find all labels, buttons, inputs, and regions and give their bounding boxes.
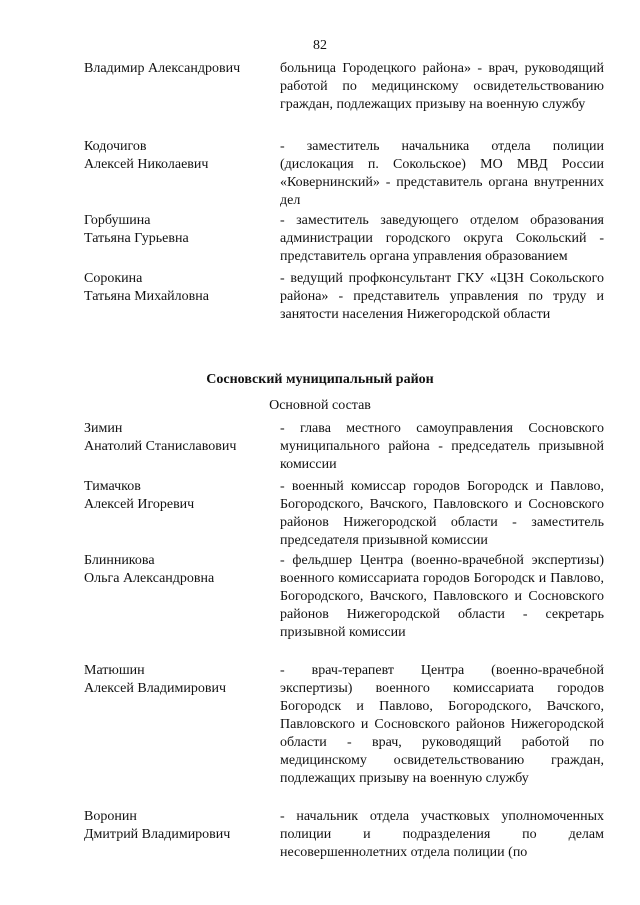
- commission-entry: [84, 662, 604, 788]
- member-surname: Зимин: [84, 421, 123, 436]
- member-name: [84, 662, 280, 788]
- member-name: [84, 808, 280, 862]
- member-role: - фельдшер Центра (военно-врачебной экспертизы) военного комиссариата городов Богородск и Павлово, Богородского, Вачского, Павловского и Сосновского районов Нижегородской области - секретарь призывной комиссии: [280, 553, 604, 640]
- member-given-names: Татьяна Михайловна: [84, 289, 209, 304]
- commission-entry: [84, 552, 604, 642]
- member-name: [84, 138, 280, 210]
- member-role: - врач-терапевт Центра (военно-врачебной экспертизы) военного комиссариата городов Богородск и Павлово, Богородского, Вачского, Павловского и Сосновского районов Нижегородской области - врач, руководящий работой по медицинскому освидетельствованию граждан, подлежащих призыву на военную службу: [280, 663, 604, 786]
- member-given-names: Алексей Николаевич: [84, 157, 209, 172]
- member-name: [84, 552, 280, 642]
- member-name: [84, 60, 280, 114]
- member-surname: Сорокина: [84, 271, 143, 286]
- member-given-names: Анатолий Станиславович: [84, 439, 237, 454]
- member-surname: Блинникова: [84, 553, 155, 568]
- member-name-line: Владимир Александрович: [84, 61, 241, 76]
- member-role: - заместитель заведующего отделом образования администрации городского округа Сокольский - представитель органа управления образованием: [280, 213, 604, 264]
- member-name: [84, 420, 280, 474]
- member-role: - глава местного самоуправления Сосновского муниципального района - председатель призывной комиссии: [280, 421, 604, 472]
- commission-entry: [84, 420, 604, 474]
- page-number: 82: [313, 38, 327, 53]
- member-given-names: Дмитрий Владимирович: [84, 827, 231, 842]
- member-surname: Матюшин: [84, 663, 145, 678]
- member-role: - ведущий профконсультант ГКУ «ЦЗН Сокольского района» - представитель управления по труду и занятости населения Нижегородской области: [280, 271, 604, 322]
- section-title: Сосновский муниципальный район: [206, 372, 434, 387]
- commission-entry: [84, 478, 604, 550]
- member-given-names: Алексей Игоревич: [84, 497, 195, 512]
- subsection-title: Основной состав: [269, 398, 371, 413]
- member-given-names: Алексей Владимирович: [84, 681, 227, 696]
- commission-entry: [84, 270, 604, 324]
- commission-entry: [84, 138, 604, 210]
- member-role: - военный комиссар городов Богородск и Павлово, Богородского, Вачского, Павловского и Сосновского районов Нижегородской области - заместитель председателя призывной комиссии: [280, 479, 604, 548]
- member-role: больница Городецкого района» - врач, руководящий работой по медицинскому освидетельствованию граждан, подлежащих призыву на военную службу: [280, 61, 604, 112]
- commission-entry: [84, 808, 604, 862]
- commission-entry: [84, 60, 604, 114]
- commission-entry: [84, 212, 604, 266]
- member-given-names: Татьяна Гурьевна: [84, 231, 189, 246]
- member-role: - начальник отдела участковых уполномоченных полиции и подразделения по делам несовершеннолетних отдела полиции (по: [280, 809, 604, 860]
- member-surname: Горбушина: [84, 213, 151, 228]
- member-surname: Воронин: [84, 809, 137, 824]
- member-name: [84, 478, 280, 550]
- member-surname: Тимачков: [84, 479, 141, 494]
- member-role: - заместитель начальника отдела полиции (дислокация п. Сокольское) МО МВД России «Ковернинский» - представитель органа внутренних дел: [280, 139, 604, 208]
- member-given-names: Ольга Александровна: [84, 571, 215, 586]
- member-name: [84, 270, 280, 324]
- member-surname: Кодочигов: [84, 139, 147, 154]
- member-name: [84, 212, 280, 266]
